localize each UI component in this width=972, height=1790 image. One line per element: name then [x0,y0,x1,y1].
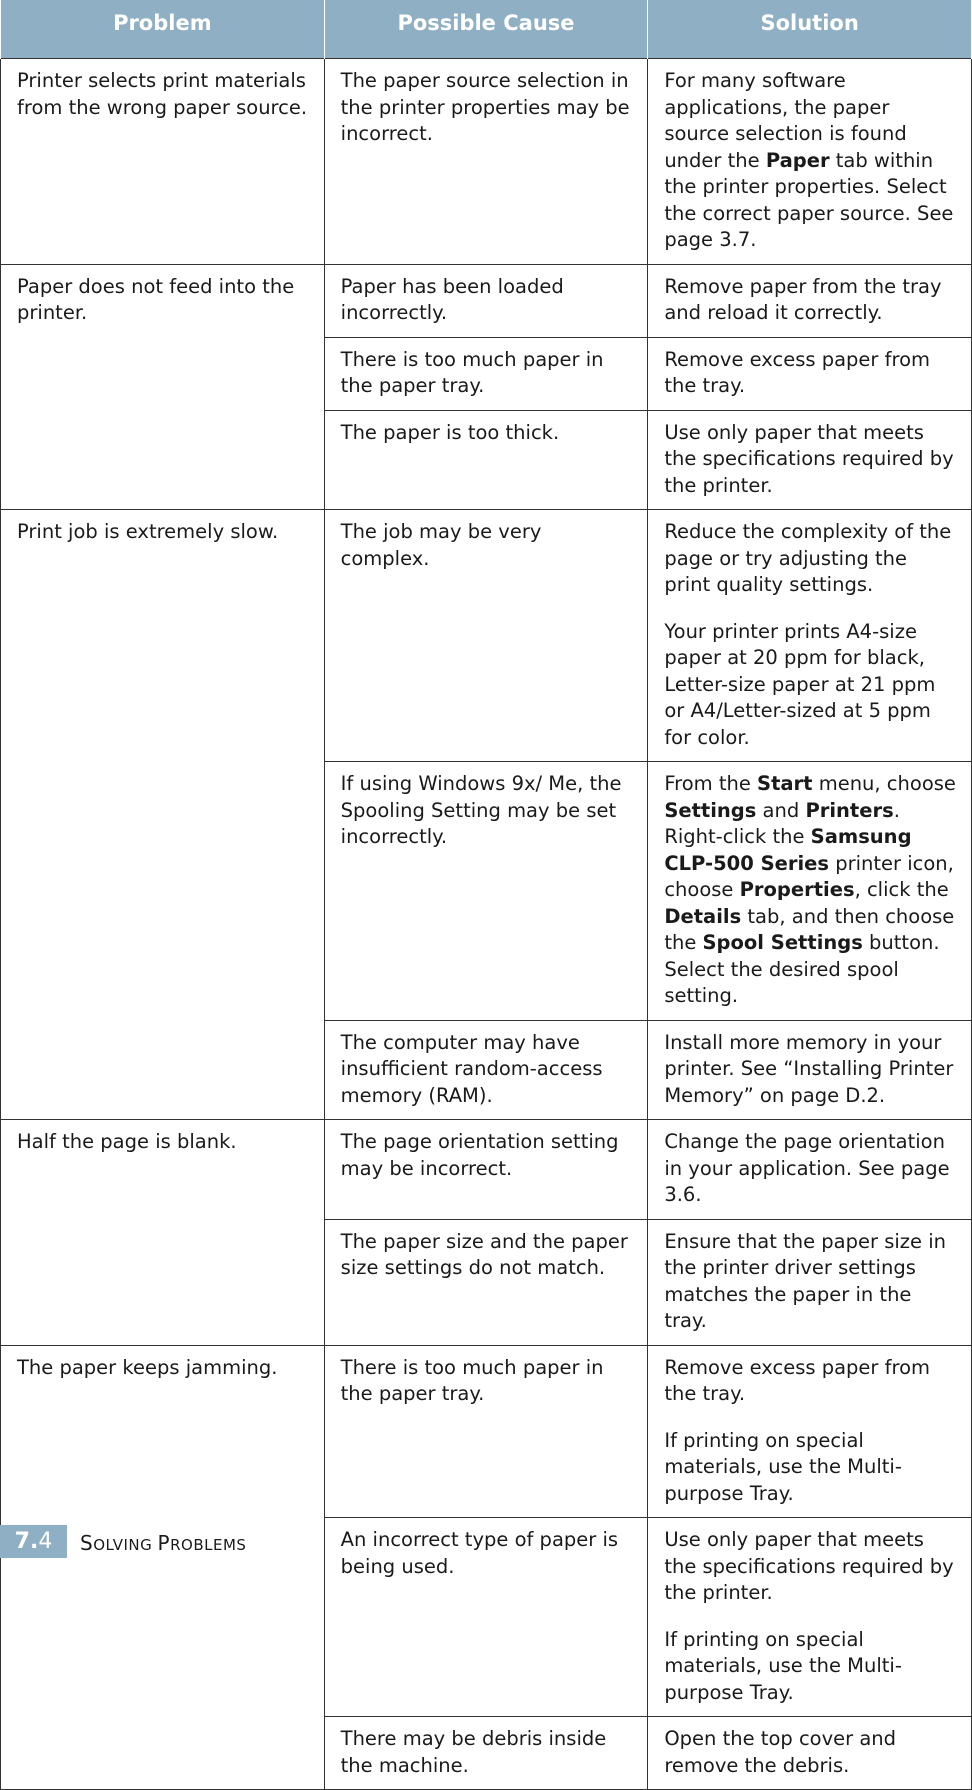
cause-text: An incorrect type of paper is being used. [340,1528,619,1578]
cause-cell [324,337,648,410]
solution-cell [648,1518,972,1717]
solution-cell [648,762,972,1021]
cause-text: There is too much paper in the paper tray. [340,1355,604,1405]
cause-cell [324,264,648,337]
cause-text: There may be debris inside the machine. [340,1727,607,1777]
header-solution: Solution [648,0,972,59]
solution-emphasis: Paper [765,148,830,172]
solution-text: Install more memory in your printer. See “Installing Printer Memory” on page D.2. [664,1030,954,1107]
solution-cell [648,410,972,510]
page-number [0,1525,67,1558]
problem-cell [1,1345,325,1790]
problem-text: Print job is extremely slow. [17,520,279,543]
solution-cell [648,510,972,762]
problem-text: Paper does not feed into the printer. [17,274,295,324]
table-row [1,1120,972,1220]
solution-text: If printing on special materials, use the Multi-purpose Tray. [664,1627,902,1704]
solution-cell [648,337,972,410]
page-number-major: 7. [14,1529,39,1554]
page-number-minor: 4 [38,1529,53,1554]
solution-emphasis: Printers [805,798,894,822]
table-row [1,510,972,762]
cause-cell [324,510,648,762]
solution-text: Your printer prints A4-size paper at 20 ppm for black, Letter-size paper at 21 ppm or A4/Letter-sized at 5 ppm for color. [664,619,936,749]
solution-text: Open the top cover and remove the debris. [664,1727,897,1777]
solution-cell [648,1717,972,1790]
cause-text: The page orientation setting may be incorrect. [340,1130,619,1180]
solution-text: Remove excess paper from the tray. [664,1355,931,1405]
solution-cell [648,1020,972,1120]
solution-text: Remove excess paper from the tray. [664,347,931,397]
solution-text: From the Start menu, choose Settings and Printers. Right-click the Samsung CLP-500 Series printer icon, choose Properties, click the Details tab, and then choose the Spool Settings button. Select the desired spool setting. [664,772,956,1007]
problem-text: Printer selects print materials from the wrong paper source. [17,69,308,119]
table-row [1,264,972,337]
solution-text: Change the page orientation in your application. See page 3.6. [664,1130,950,1206]
solution-emphasis: Start [757,772,813,795]
cause-cell [324,59,648,265]
table-row [1,59,972,265]
cause-cell [324,1120,648,1220]
section-title-cap-1: S [80,1531,94,1555]
table-header-row [1,0,972,59]
section-title-cap-2: P [157,1531,171,1555]
cause-text: The job may be very complex. [340,520,542,570]
solution-cell [648,1120,972,1220]
problem-cell [1,59,325,265]
solution-emphasis: Settings [664,798,757,822]
problem-text: Half the page is blank. [17,1130,237,1153]
cause-text: The computer may have insufficient random-access memory (RAM). [340,1030,603,1107]
solution-emphasis: Details [664,904,742,928]
solution-emphasis: Spool Settings [702,931,863,954]
page-footer [0,1525,400,1558]
solution-text: Use only paper that meets the specifications required by the printer. [664,1528,954,1604]
solution-text: If printing on special materials, use the Multi-purpose Tray. [664,1428,902,1505]
cause-text: There is too much paper in the paper tray. [340,347,604,397]
cause-cell [324,1717,648,1790]
section-title [80,1529,246,1559]
problem-text: The paper keeps jamming. [17,1355,278,1379]
solution-text: Ensure that the paper size in the printer driver settings matches the paper in the tray. [664,1229,946,1332]
cause-text: The paper source selection in the printer properties may be incorrect. [340,69,630,145]
solution-text: For many software applications, the paper source selection is found under the Paper tab within the printer properties. Select the correct paper source. See page 3.7. [664,69,954,251]
header-problem: Problem [1,0,325,59]
section-title-part-1: OLVING [93,1536,158,1554]
solution-text: Remove paper from the tray and reload it correctly. [664,274,942,324]
solution-emphasis: Properties [739,878,855,901]
cause-cell [324,1020,648,1120]
table-row [1,1345,972,1518]
problem-cell [1,1120,325,1346]
solution-emphasis: Samsung CLP-500 Series [664,825,912,875]
cause-text: Paper has been loaded incorrectly. [340,274,564,324]
problem-cell [1,264,325,510]
cause-cell [324,1345,648,1518]
cause-cell [324,762,648,1021]
cause-text: The paper size and the paper size settings do not match. [340,1229,628,1279]
header-possible-cause: Possible Cause [324,0,648,59]
cause-cell [324,1219,648,1345]
cause-cell [324,410,648,510]
solution-text: Reduce the complexity of the page or try adjusting the print quality settings. [664,520,952,596]
cause-text: If using Windows 9x/ Me, the Spooling Setting may be set incorrectly. [340,772,622,848]
problem-cell [1,510,325,1120]
section-title-part-2: ROBLEMS [170,1536,247,1554]
solution-text: Use only paper that meets the specifications required by the printer. [664,420,954,497]
solution-cell [648,59,972,265]
solution-cell [648,264,972,337]
solution-cell [648,1219,972,1345]
solution-cell [648,1345,972,1518]
cause-text: The paper is too thick. [340,420,560,444]
